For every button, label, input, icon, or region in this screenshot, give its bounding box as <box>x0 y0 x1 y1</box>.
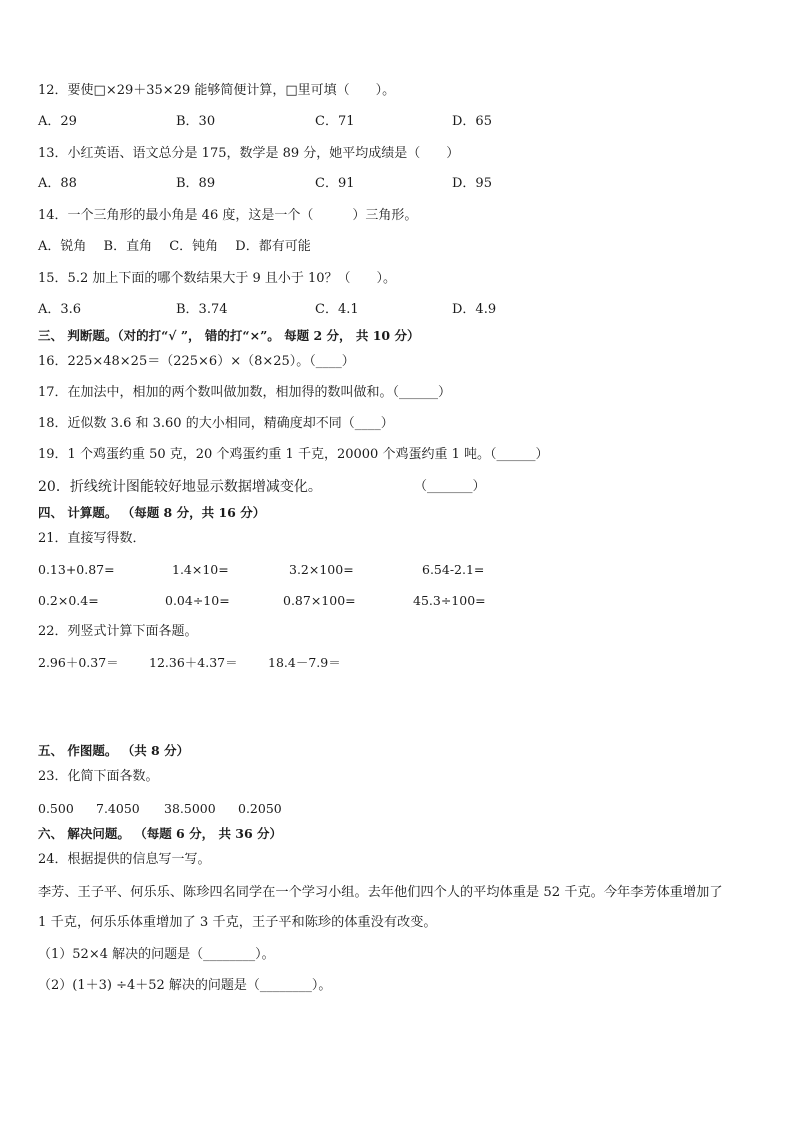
section-5-heading: 五、 作图题。 （共 8 分） <box>38 743 190 758</box>
q13-option-d: D．95 <box>452 176 492 191</box>
question-15-stem: 15．5.2 加上下面的哪个数结果大于 9 且小于 10？（ ）。 <box>38 271 397 286</box>
q13-option-c: C．91 <box>315 176 355 191</box>
q21-item: 0.04÷10= <box>165 593 230 608</box>
section-4-heading: 四、 计算题。 （每题 8 分，共 16 分） <box>38 505 266 520</box>
q12-option-c: C．71 <box>315 114 355 129</box>
question-20-blank: （_______） <box>414 479 486 494</box>
q14-options: A．锐角 B．直角 C．钝角 D．都有可能 <box>38 239 311 254</box>
question-24-stem: 24．根据提供的信息写一写。 <box>38 852 211 867</box>
q23-item: 0.500 <box>38 801 74 816</box>
q21-item: 6.54-2.1= <box>422 562 485 577</box>
q21-item: 0.13+0.87= <box>38 562 115 577</box>
q22-item: 18.4－7.9＝ <box>268 655 341 670</box>
section-3-heading: 三、 判断题。（对的打“√ ”， 错的打“×”。 每题 2 分， 共 10 分） <box>38 328 420 343</box>
q15-option-b: B．3.74 <box>176 302 228 317</box>
q21-item: 0.87×100= <box>283 593 356 608</box>
q22-item: 2.96＋0.37＝ <box>38 655 119 670</box>
q22-item: 12.36＋4.37＝ <box>149 655 238 670</box>
q24-paragraph-line-2: 1 千克，何乐乐体重增加了 3 千克，王子平和陈珍的体重没有改变。 <box>38 915 437 930</box>
q12-option-d: D．65 <box>452 114 492 129</box>
q13-option-a: A．88 <box>38 176 77 191</box>
q23-item: 38.5000 <box>164 801 216 816</box>
question-16: 16．225×48×25＝（225×6）×（8×25）。（____） <box>38 354 355 369</box>
question-17: 17．在加法中，相加的两个数叫做加数，相加得的数叫做和。（______） <box>38 385 452 400</box>
q23-item: 7.4050 <box>96 801 140 816</box>
q21-item: 45.3÷100= <box>413 593 486 608</box>
question-21-stem: 21．直接写得数． <box>38 531 146 546</box>
q24-paragraph-line-1: 李芳、王子平、何乐乐、陈珍四名同学在一个学习小组。去年他们四个人的平均体重是 52 千克。今年李芳体重增加了 <box>38 885 723 900</box>
q24-sub-question-1: （1）52×4 解决的问题是（________）。 <box>38 947 275 962</box>
question-13-stem: 13．小红英语、语文总分是 175，数学是 89 分，她平均成绩是（ ） <box>38 146 460 161</box>
section-6-heading: 六、 解决问题。 （每题 6 分， 共 36 分） <box>38 826 283 841</box>
q21-item: 3.2×100= <box>289 562 354 577</box>
question-20-stem: 20．折线统计图能较好地显示数据增减变化。 <box>38 479 322 495</box>
q21-item: 1.4×10= <box>172 562 229 577</box>
q12-option-a: A．29 <box>38 114 77 129</box>
q15-option-d: D．4.9 <box>452 302 497 317</box>
q23-item: 0.2050 <box>238 801 282 816</box>
q21-item: 0.2×0.4= <box>38 593 99 608</box>
q13-option-b: B．89 <box>176 176 216 191</box>
question-22-stem: 22．列竖式计算下面各题。 <box>38 624 198 639</box>
q15-option-c: C．4.1 <box>315 302 359 317</box>
q24-sub-question-2: （2）(1＋3) ÷4＋52 解决的问题是（________）。 <box>38 978 332 993</box>
question-18: 18．近似数 3.6 和 3.60 的大小相同，精确度却不同（____） <box>38 416 394 431</box>
question-19: 19．1 个鸡蛋约重 50 克，20 个鸡蛋约重 1 千克，20000 个鸡蛋约重 1 吨。（______） <box>38 447 549 462</box>
question-23-stem: 23．化简下面各数。 <box>38 769 159 784</box>
q15-option-a: A．3.6 <box>38 302 82 317</box>
question-12-stem: 12．要使□×29＋35×29 能够简便计算，□里可填（ ）。 <box>38 83 396 98</box>
q12-option-b: B．30 <box>176 114 216 129</box>
question-14-stem: 14．一个三角形的最小角是 46 度，这是一个（ ）三角形。 <box>38 208 418 223</box>
